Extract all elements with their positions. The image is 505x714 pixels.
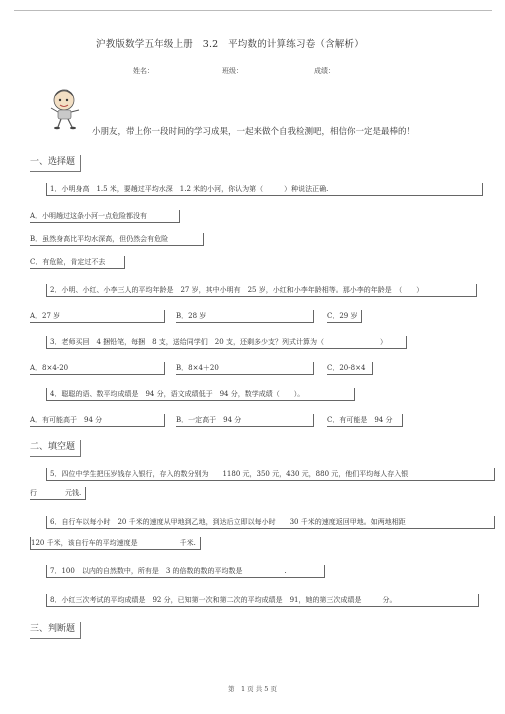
q2-option-b[interactable]: B．28 岁 — [176, 312, 207, 320]
section-fill-title: 二、填空题 — [30, 440, 81, 457]
question-6-line-1: 6．自行车以每小时 20 千米的速度从甲地到乙地，到达后立即以每小时 30 千米的速度返回甲地。如两地相距 — [46, 516, 495, 529]
q1-option-b[interactable]: B．虽然身高比平均水深高，但仍然会有危险 — [30, 235, 169, 243]
question-1-text: 1．小明身高 1.5 米，要趟过平均水深 1.2 米的小河，你认为第（ ）种说法正确. — [46, 183, 483, 196]
name-label: 姓名： — [133, 67, 154, 75]
question-5-line-2: 行 元钱. — [30, 487, 86, 500]
question-4-text: 4．聪聪的语、数平均成绩是 94 分，语文成绩低于 94 分，数学成绩（ ）。 — [46, 388, 355, 401]
section-choice-title: 一、选择题 — [30, 155, 81, 172]
question-8-text: 8．小红三次考试的平均成绩是 92 分，已知第一次和第二次的平均成绩是 91，她的第三次成绩是 分。 — [46, 594, 479, 607]
top-rule — [14, 10, 492, 11]
greeting-text: 小朋友，带上你一段时间的学习成果，一起来做个自我检测吧，相信你一定是最棒的！ — [92, 127, 416, 137]
q1-option-a[interactable]: A．小明趟过这条小河一点危险都没有 — [30, 212, 148, 220]
q2-option-a[interactable]: A．27 岁 — [30, 312, 61, 320]
question-3-text: 3．老师买回 4 捆铅笔，每捆 8 支，送给同学们 20 支，还剩多少支？列式计算为（ ） — [46, 336, 407, 349]
class-label: 班级： — [222, 67, 243, 75]
page-footer: 第 1 页 共 5 页 — [227, 685, 278, 693]
page-title: 沪教版数学五年级上册 3.2 平均数的计算练习卷（含解析） — [96, 39, 364, 50]
q3-option-a[interactable]: A．8×4-20 — [30, 364, 69, 372]
q3-option-b[interactable]: B．8×4＋20 — [176, 364, 219, 372]
q1-option-c[interactable]: C．有危险，肯定过不去 — [30, 258, 106, 266]
q3-option-c[interactable]: C．20-8×4 — [327, 364, 366, 372]
section-judge-title: 三、判断题 — [30, 622, 81, 639]
question-5-line-1: 5．四位中学生把压岁钱存入银行，存入的数分别为 1180 元，350 元，430 元，880 元，他们平均每人存入银 — [46, 468, 495, 481]
score-label: 成绩： — [314, 67, 335, 75]
question-7-text: 7．100 以内的自然数中，所有是 3 的倍数的数的平均数是 . — [46, 565, 325, 578]
q4-option-b[interactable]: B．一定高于 94 分 — [176, 416, 242, 424]
question-2-text: 2．小明、小红、小李三人的平均年龄是 27 岁，其中小明有 25 岁，小红和小李年龄相等。那小李的年龄是 （ ） — [46, 284, 477, 297]
q4-option-a[interactable]: A．有可能高于 94 分 — [30, 416, 103, 424]
q2-option-c[interactable]: C．29 岁 — [327, 312, 358, 320]
question-6-line-2: 120 千米，该自行车的平均速度是 千米. — [30, 537, 201, 550]
cartoon-kid-illustration — [44, 86, 88, 130]
q4-option-c[interactable]: C．有可能是 94 分 — [327, 416, 393, 424]
